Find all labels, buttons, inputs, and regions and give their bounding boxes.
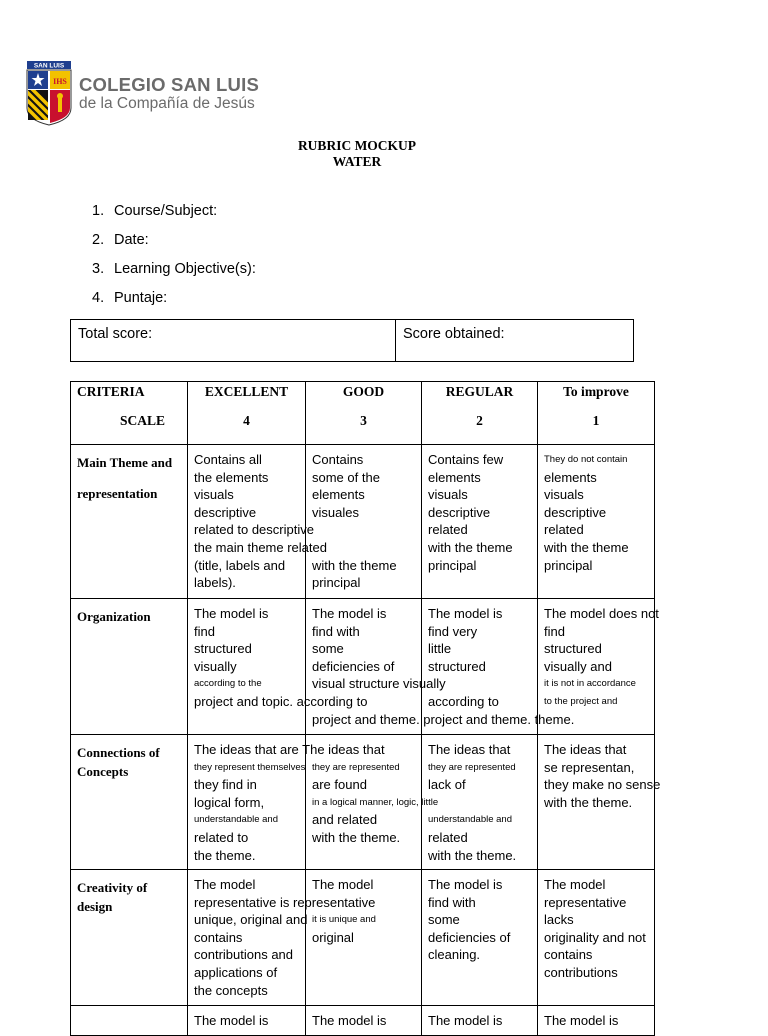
descriptor-line: they are represented — [428, 761, 516, 773]
descriptor-cell — [188, 1006, 306, 1036]
descriptor-line: related to descriptive — [194, 522, 314, 538]
descriptor-line: related — [428, 522, 468, 538]
descriptor-line: visuals — [194, 487, 234, 503]
descriptor-line: principal — [312, 575, 361, 591]
descriptor-line: The model is — [312, 606, 387, 621]
descriptor-line: The model is — [428, 877, 503, 892]
descriptor-line: related — [544, 522, 584, 538]
descriptor-line: they find in — [194, 777, 257, 793]
descriptor-cell — [422, 870, 538, 1006]
level-score: 4 — [243, 413, 250, 428]
level-score: 2 — [476, 413, 483, 428]
criterion-cell — [71, 599, 188, 735]
descriptor-line: descriptive — [544, 504, 607, 520]
criterion-label: Main Theme and — [77, 455, 173, 470]
descriptor-line: and related — [312, 812, 378, 828]
descriptor-line: structured — [428, 658, 486, 674]
descriptor-line: The model is — [544, 1013, 619, 1028]
rubric-row — [71, 870, 655, 1006]
descriptor-line: visuales — [312, 504, 359, 520]
descriptor-line: descriptive — [194, 504, 257, 520]
descriptor-line: representative is representative — [194, 894, 376, 910]
school-crest-icon — [25, 60, 73, 126]
rubric-row — [71, 1006, 655, 1036]
info-item-course: 1. Course/Subject: — [92, 203, 218, 219]
score-box — [70, 319, 634, 362]
descriptor-line: deficiencies of — [312, 658, 395, 674]
descriptor-cell — [306, 1006, 422, 1036]
level-name: GOOD — [342, 384, 385, 399]
descriptor-line: visually and — [544, 658, 612, 674]
descriptor-line: se representan, — [544, 759, 635, 775]
descriptor-line: find very — [428, 623, 478, 639]
descriptor-line: The ideas that are The ideas that — [194, 742, 385, 757]
descriptor-line: some of the — [312, 469, 380, 485]
descriptor-line: principal — [544, 557, 593, 573]
scale-header: SCALE — [120, 413, 166, 428]
descriptor-line: elements — [312, 487, 365, 503]
descriptor-line: They do not contain — [544, 454, 628, 465]
level-header-cell — [538, 382, 655, 445]
descriptor-line: lacks — [544, 912, 574, 928]
criteria-header-cell — [71, 382, 188, 445]
descriptor-cell — [188, 445, 327, 599]
descriptor-line: related to — [194, 829, 249, 845]
info-item-date: 2. Date: — [92, 232, 149, 248]
document-subtitle: WATER — [332, 154, 382, 169]
criterion-label: representation — [77, 486, 158, 501]
descriptor-line: understandable and — [194, 814, 278, 826]
criterion-label: design — [77, 899, 113, 914]
descriptor-line: it is not in accordance — [544, 678, 636, 690]
descriptor-line: lack of — [428, 777, 466, 793]
descriptor-line: unique, original and — [194, 912, 308, 928]
descriptor-line: original — [312, 929, 354, 945]
descriptor-line: with the theme. — [312, 829, 401, 845]
descriptor-line: contributions and — [194, 947, 294, 963]
descriptor-line: visuals — [544, 487, 584, 503]
descriptor-line: find — [544, 623, 565, 639]
descriptor-line — [312, 521, 421, 539]
descriptor-line: The model is — [194, 606, 269, 621]
descriptor-line: find — [194, 623, 215, 639]
rubric-row — [71, 599, 655, 735]
descriptor-line: structured — [544, 641, 602, 657]
school-subtitle: de la Compañía de Jesús — [79, 95, 255, 112]
criterion-cell — [71, 735, 188, 870]
descriptor-line: labels). — [194, 575, 236, 591]
descriptor-line: find with — [428, 894, 476, 910]
descriptor-line: elements — [544, 469, 597, 485]
rubric-header-row — [71, 382, 655, 445]
descriptor-line: descriptive — [428, 504, 491, 520]
level-name: REGULAR — [445, 384, 514, 399]
descriptor-line: in a logical manner, logic, little — [312, 796, 439, 808]
descriptor-line: they represent themselves — [194, 761, 306, 773]
descriptor-line: are found — [312, 777, 367, 793]
descriptor-cell — [422, 445, 538, 599]
descriptor-line: the theme. — [194, 847, 256, 863]
descriptor-line: The model — [194, 877, 256, 892]
descriptor-line: logical form, — [194, 794, 265, 810]
criterion-cell — [71, 445, 188, 599]
descriptor-cell — [538, 735, 661, 870]
descriptor-cell — [538, 870, 655, 1006]
descriptor-line: Contains all — [194, 452, 262, 467]
descriptor-line: project and topic. according to — [194, 693, 368, 709]
descriptor-line: contributions — [544, 964, 618, 980]
descriptor-line: representative — [544, 894, 627, 910]
descriptor-line: it is unique and — [312, 914, 376, 926]
descriptor-line: they are represented — [312, 761, 400, 773]
descriptor-line: they make no sense — [544, 777, 661, 793]
score-obtained-cell[interactable]: Score obtained: — [403, 326, 505, 342]
criterion-label: Connections of — [77, 745, 160, 760]
descriptor-line: The model is — [428, 606, 503, 621]
descriptor-line: some — [428, 912, 460, 928]
descriptor-line: the elements — [194, 469, 269, 485]
descriptor-line: (title, labels and — [194, 557, 286, 573]
descriptor-line: according to — [428, 693, 499, 709]
descriptor-line — [312, 539, 421, 557]
descriptor-line: visual structure visually — [312, 676, 446, 692]
criterion-label: Creativity of — [77, 880, 148, 895]
school-name: COLEGIO SAN LUIS — [79, 74, 259, 95]
descriptor-line: Contains few — [428, 452, 504, 467]
descriptor-cell — [422, 1006, 538, 1036]
descriptor-line: understandable and — [428, 814, 512, 826]
descriptor-line: The model does not — [544, 606, 659, 621]
rubric-table — [70, 381, 661, 1036]
descriptor-line: related — [428, 829, 468, 845]
descriptor-line: with the theme — [544, 539, 629, 555]
descriptor-cell — [306, 870, 422, 1006]
descriptor-cell — [422, 735, 538, 870]
descriptor-line: structured — [194, 641, 252, 657]
info-list — [92, 200, 256, 316]
descriptor-line: deficiencies of — [428, 929, 511, 945]
descriptor-line: elements — [428, 469, 481, 485]
total-score-cell[interactable]: Total score: — [71, 320, 396, 361]
descriptor-line: visuals — [428, 487, 468, 503]
descriptor-line: principal — [428, 557, 477, 573]
descriptor-line: The model is — [194, 1013, 269, 1028]
criterion-cell — [71, 870, 188, 1006]
rubric-row — [71, 735, 655, 870]
criterion-cell — [71, 1006, 188, 1036]
descriptor-line: originality and not — [544, 929, 646, 945]
descriptor-line: find with — [312, 623, 360, 639]
info-item-objectives: 3. Learning Objective(s): — [92, 261, 256, 277]
descriptor-line: contains — [544, 947, 593, 963]
descriptor-line: cleaning. — [428, 947, 481, 963]
descriptor-line: The model — [544, 877, 606, 892]
descriptor-line: little — [428, 641, 452, 657]
descriptor-line: with the theme. — [544, 794, 633, 810]
descriptor-line: Contains — [312, 452, 364, 467]
level-score: 1 — [592, 413, 600, 428]
descriptor-cell — [306, 445, 422, 599]
criterion-label: Organization — [77, 609, 151, 624]
descriptor-line — [428, 794, 537, 812]
descriptor-line: with the theme. — [428, 847, 517, 863]
descriptor-line: applications of — [194, 964, 278, 980]
descriptor-line: contains — [194, 929, 243, 945]
level-header-cell — [306, 382, 422, 445]
descriptor-cell — [538, 1006, 655, 1036]
level-header-cell — [422, 382, 538, 445]
level-score: 3 — [360, 413, 367, 428]
descriptor-line: The model — [312, 877, 374, 892]
descriptor-line: some — [312, 641, 344, 657]
descriptor-line: according to the — [194, 678, 262, 690]
rubric-row — [71, 445, 655, 599]
svg-text:IHS: IHS — [53, 77, 67, 86]
info-item-score: 4. Puntaje: — [92, 290, 168, 306]
descriptor-line: The model is — [428, 1013, 503, 1028]
descriptor-line: The model is — [312, 1013, 387, 1028]
descriptor-line: the main theme related — [194, 539, 327, 555]
criterion-label: Concepts — [77, 764, 129, 779]
descriptor-line: The ideas that — [544, 742, 627, 757]
descriptor-cell — [538, 445, 655, 599]
school-logo — [25, 60, 259, 126]
level-name: To improve — [563, 384, 629, 399]
criteria-header: CRITERIA — [77, 384, 145, 399]
descriptor-line: with the theme — [428, 539, 513, 555]
descriptor-line: with the theme — [312, 557, 397, 573]
descriptor-line: to the project and — [544, 695, 618, 707]
descriptor-line: visually — [194, 658, 237, 674]
level-header-cell — [188, 382, 306, 445]
level-name: EXCELLENT — [204, 384, 289, 399]
descriptor-line: project and theme. project and theme. theme. — [312, 711, 575, 727]
document-title: RUBRIC MOCKUP — [297, 138, 417, 153]
descriptor-line: The ideas that — [428, 742, 511, 757]
crest-badge-text: SAN LUIS — [33, 62, 65, 70]
descriptor-line: the concepts — [194, 982, 268, 998]
